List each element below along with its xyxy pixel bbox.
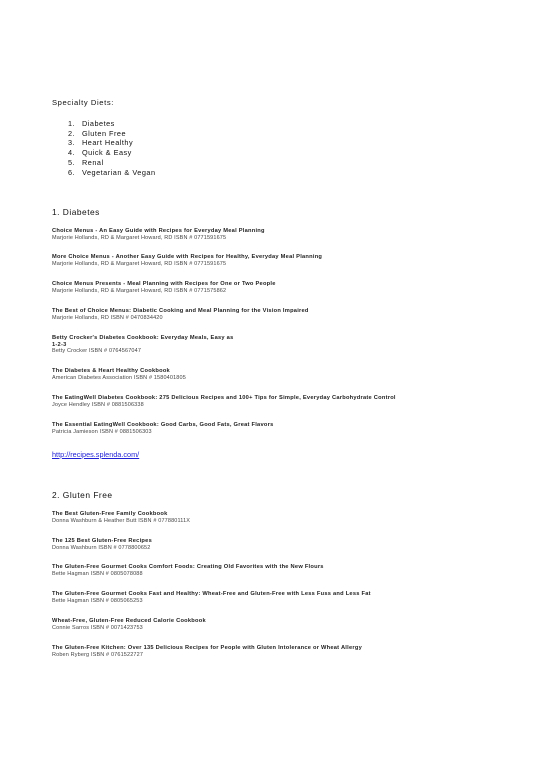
book-title: The Essential EatingWell Cookbook: Good Carbs, Good Fats, Great Flavors (52, 422, 274, 428)
book-title: The Diabetes & Heart Healthy Cookbook (52, 368, 170, 374)
book-author-isbn: Marjorie Hollands, RD ISBN # 0470834420 (52, 314, 163, 321)
toc-item-label: Vegetarian & Vegan (82, 167, 156, 177)
book-author-isbn: Marjorie Hollands, RD & Margaret Howard, RD ISBN # 0771575862 (52, 287, 227, 294)
book-entry (52, 645, 522, 659)
book-author-isbn: Donna Washburn & Heather Butt ISBN # 077880111X (52, 517, 191, 524)
book-title: The EatingWell Diabetes Cookbook: 275 Delicious Recipes and 100+ Tips for Simple, Everyday Carbohydrate Control (52, 395, 396, 401)
toc-item-label: Renal (82, 157, 104, 167)
book-author-isbn: Joyce Hendley ISBN # 0881506338 (52, 401, 144, 408)
toc-item: 5. Renal (68, 157, 104, 167)
book-entry (52, 618, 522, 632)
toc-item: 3. Heart Healthy (68, 138, 134, 148)
book-entry (52, 228, 522, 242)
book-title: Choice Menus Presents - Meal Planning with Recipes for One or Two People (52, 281, 276, 287)
page-title: Specialty Diets: (52, 98, 114, 107)
book-author-isbn: Marjorie Hollands, RD & Margaret Howard, RD ISBN # 0771591675 (52, 260, 227, 267)
toc-item-label: Diabetes (82, 119, 115, 128)
book-entry (52, 308, 522, 322)
book-title: The Gluten-Free Gourmet Cooks Fast and Healthy: Wheat-Free and Gluten-Free with Less Fuss and Less Fat (52, 591, 371, 597)
book-entry (52, 395, 522, 409)
book-title: More Choice Menus - Another Easy Guide with Recipes for Healthy, Everyday Meal Planning (52, 254, 323, 260)
book-author-isbn: Bette Hagman ISBN # 0805078088 (52, 570, 143, 577)
book-title: The Gluten-Free Gourmet Cooks Comfort Foods: Creating Old Favorites with the New Flours (52, 564, 324, 570)
section-heading-diabetes: 1. Diabetes (52, 207, 100, 217)
book-entry (52, 368, 522, 382)
book-entry (52, 591, 522, 605)
toc-item: 4. Quick & Easy (68, 148, 132, 158)
section-heading-gluten-free: 2. Gluten Free (52, 490, 113, 500)
toc-item: 1. Diabetes (68, 119, 115, 128)
book-entry (52, 538, 522, 552)
book-author-isbn: Connie Sarros ISBN # 0071423753 (52, 624, 143, 631)
toc-item-label: Quick & Easy (82, 148, 132, 158)
splenda-recipes-link[interactable]: http://recipes.splenda.com/ (52, 450, 140, 459)
book-author-isbn: Bette Hagman ISBN # 0805065253 (52, 597, 143, 604)
book-title: The Gluten-Free Kitchen: Over 135 Delicious Recipes for People with Gluten Intolerance or Wheat Allergy (52, 645, 362, 651)
book-entry (52, 281, 522, 295)
book-title: Wheat-Free, Gluten-Free Reduced Calorie Cookbook (52, 618, 206, 624)
book-author-isbn: Roben Ryberg ISBN # 0761522727 (52, 651, 144, 658)
book-author-isbn: American Diabetes Association ISBN # 1580401805 (52, 374, 186, 381)
book-entry (52, 511, 522, 525)
toc-item-label: Heart Healthy (82, 138, 134, 148)
book-entry (52, 254, 522, 268)
toc-item: 2. Gluten Free (68, 128, 127, 138)
book-title: The Best Gluten-Free Family Cookbook (52, 511, 168, 517)
book-entry (52, 422, 522, 436)
book-author-isbn: Marjorie Hollands, RD & Margaret Howard, RD ISBN # 0771591675 (52, 234, 227, 241)
book-title: The Best of Choice Menus: Diabetic Cooking and Meal Planning for the Vision Impaired (52, 308, 309, 314)
book-title: The 125 Best Gluten-Free Recipes (52, 538, 152, 544)
book-title: Choice Menus - An Easy Guide with Recipes for Everyday Meal Planning (52, 228, 265, 234)
toc-item-label: Gluten Free (82, 128, 127, 138)
book-entry (52, 335, 522, 355)
book-title-continued: 1-2-3 (52, 341, 67, 348)
book-author-isbn: Betty Crocker ISBN # 0764567047 (52, 348, 142, 355)
toc-item: 6. Vegetarian & Vegan (68, 167, 156, 177)
book-author-isbn: Donna Washburn ISBN # 0778800652 (52, 544, 151, 551)
book-entry (52, 564, 522, 578)
table-of-contents (68, 119, 156, 177)
book-title: Betty Crocker's Diabetes Cookbook: Everyday Meals, Easy as (52, 335, 234, 341)
book-author-isbn: Patricia Jamieson ISBN # 0881506303 (52, 428, 152, 435)
